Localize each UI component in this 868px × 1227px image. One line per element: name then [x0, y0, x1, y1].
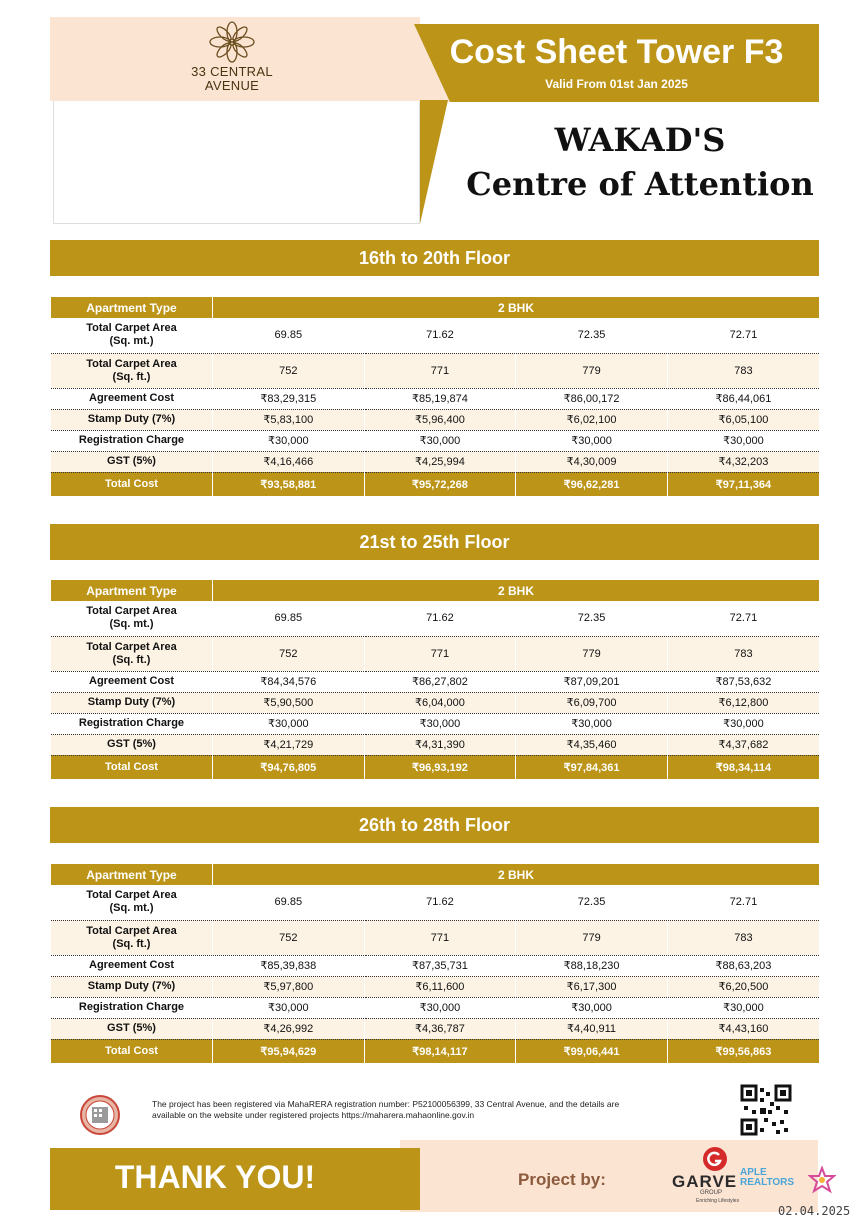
brand-logo-text [186, 65, 278, 93]
apartment-type-value: 2 BHK [213, 864, 820, 885]
table-cell: ₹30,000 [364, 713, 516, 734]
table-cell: ₹5,90,500 [213, 692, 365, 713]
table-cell: ₹5,83,100 [213, 409, 365, 430]
carpet-area-sqft-row [51, 636, 820, 671]
row-label-line-1: Total Carpet Area [86, 322, 177, 335]
table-cell: ₹30,000 [364, 430, 516, 451]
table-cell: 752 [213, 920, 365, 955]
table-cell: ₹93,58,881 [213, 472, 365, 496]
row-label: Stamp Duty (7%) [51, 976, 213, 997]
row-label-line-2: (Sq. ft.) [112, 937, 151, 950]
registration-charge-row [51, 430, 820, 451]
table-cell: ₹86,00,172 [516, 388, 668, 409]
row-label [51, 885, 213, 920]
table-cell: ₹6,11,600 [364, 976, 516, 997]
stamp-duty-row [51, 976, 820, 997]
table-cell: ₹99,06,441 [516, 1039, 668, 1063]
table-cell: ₹4,40,911 [516, 1018, 668, 1039]
table-cell: ₹30,000 [516, 713, 668, 734]
lotus-logo-icon [208, 20, 256, 64]
garve-brand-text: GARVE [672, 1172, 738, 1191]
table-cell: ₹86,44,061 [667, 388, 819, 409]
table-cell: ₹4,32,203 [667, 451, 819, 472]
table-cell: ₹4,36,787 [364, 1018, 516, 1039]
gst-row [51, 451, 820, 472]
row-label: Total Cost [51, 472, 213, 496]
table-cell: ₹6,05,100 [667, 409, 819, 430]
table-cell: ₹95,94,629 [213, 1039, 365, 1063]
apartment-type-row [51, 864, 820, 885]
table-cell: ₹84,34,576 [213, 671, 365, 692]
total-cost-row [51, 755, 820, 779]
floor-banner: 26th to 28th Floor [50, 807, 819, 843]
table-cell: ₹6,04,000 [364, 692, 516, 713]
table-cell: ₹97,11,364 [667, 472, 819, 496]
apartment-type-label: Apartment Type [51, 864, 213, 885]
registration-charge-row [51, 997, 820, 1018]
table-cell: ₹99,56,863 [667, 1039, 819, 1063]
row-label: Registration Charge [51, 713, 213, 734]
table-cell: ₹30,000 [213, 430, 365, 451]
row-label [51, 353, 213, 388]
agreement-cost-row [51, 955, 820, 976]
carpet-area-sqft-row [51, 353, 820, 388]
maple-realtors-text [740, 1168, 794, 1188]
table-cell: ₹6,12,800 [667, 692, 819, 713]
floor-banner: 16th to 20th Floor [50, 240, 819, 276]
table-cell: ₹5,97,800 [213, 976, 365, 997]
garve-tagline: Enriching Lifestyles [696, 1198, 740, 1204]
row-label-line-1: Total Carpet Area [86, 889, 177, 902]
row-label: Stamp Duty (7%) [51, 692, 213, 713]
apartment-type-label: Apartment Type [51, 580, 213, 601]
rera-line-1: The project has been registered via MahaRERA registration number: P52100056399, 33 Central Avenue, and the details are [152, 1099, 620, 1109]
table-cell: ₹4,43,160 [667, 1018, 819, 1039]
row-label: GST (5%) [51, 451, 213, 472]
table-cell: ₹30,000 [213, 997, 365, 1018]
carpet-area-sqft-row [51, 920, 820, 955]
row-label: Registration Charge [51, 997, 213, 1018]
apartment-type-label: Apartment Type [51, 297, 213, 318]
project-by-label: Project by: [518, 1170, 606, 1189]
headline [460, 118, 820, 206]
table-cell: 783 [667, 920, 819, 955]
table-cell: 72.35 [516, 885, 668, 920]
table-cell: ₹83,29,315 [213, 388, 365, 409]
table-cell: ₹98,34,114 [667, 755, 819, 779]
apartment-type-row [51, 580, 820, 601]
table-cell: ₹87,09,201 [516, 671, 668, 692]
table-cell: 771 [364, 636, 516, 671]
row-label [51, 920, 213, 955]
table-cell: ₹4,37,682 [667, 734, 819, 755]
qr-code-icon [740, 1084, 792, 1136]
cost-table [50, 864, 819, 1063]
table-cell: 69.85 [213, 601, 365, 636]
total-cost-row [51, 1039, 820, 1063]
table-cell: 779 [516, 636, 668, 671]
rera-notice [152, 1099, 702, 1121]
row-label-line-1: Total Carpet Area [86, 357, 177, 370]
table-cell: ₹6,02,100 [516, 409, 668, 430]
table-cell: ₹6,17,300 [516, 976, 668, 997]
thank-you-text: THANK YOU! [114, 1159, 316, 1195]
table-cell: ₹96,93,192 [364, 755, 516, 779]
row-label: Total Cost [51, 1039, 213, 1063]
table-cell: 779 [516, 920, 668, 955]
maple-line-1: APLE [740, 1167, 767, 1178]
agreement-cost-row [51, 388, 820, 409]
table-cell: 783 [667, 353, 819, 388]
table-cell: ₹4,35,460 [516, 734, 668, 755]
gst-row [51, 734, 820, 755]
row-label-line-2: (Sq. ft.) [112, 370, 151, 383]
carpet-area-sqmt-row [51, 885, 820, 920]
total-cost-row [51, 472, 820, 496]
table-cell: 72.35 [516, 601, 668, 636]
table-cell: ₹30,000 [667, 713, 819, 734]
table-cell: ₹94,76,805 [213, 755, 365, 779]
valid-from-text: Valid From 01st Jan 2025 [545, 77, 688, 91]
registration-charge-row [51, 713, 820, 734]
table-cell: ₹88,18,230 [516, 955, 668, 976]
table-cell: ₹4,26,992 [213, 1018, 365, 1039]
table-cell: 72.71 [667, 601, 819, 636]
row-label: GST (5%) [51, 734, 213, 755]
table-cell: ₹6,09,700 [516, 692, 668, 713]
table-cell: 771 [364, 920, 516, 955]
table-cell: 783 [667, 636, 819, 671]
row-label: Agreement Cost [51, 671, 213, 692]
table-cell: ₹30,000 [667, 997, 819, 1018]
headline-line-1: WAKAD'S [554, 121, 726, 159]
agreement-cost-row [51, 671, 820, 692]
row-label-line-1: Total Carpet Area [86, 640, 177, 653]
row-label: Agreement Cost [51, 955, 213, 976]
headline-line-2: Centre of Attention [466, 165, 814, 203]
row-label-line-1: Total Carpet Area [86, 924, 177, 937]
table-cell: ₹98,14,117 [364, 1039, 516, 1063]
table-cell: ₹6,20,500 [667, 976, 819, 997]
row-label [51, 636, 213, 671]
table-cell: 71.62 [364, 318, 516, 353]
thank-you-bar-notch [380, 1148, 422, 1210]
row-label-line-2: (Sq. mt.) [109, 618, 154, 631]
row-label-line-1: Total Carpet Area [86, 605, 177, 618]
table-cell: 72.35 [516, 318, 668, 353]
gst-row [51, 1018, 820, 1039]
table-cell: ₹4,21,729 [213, 734, 365, 755]
row-label: Total Cost [51, 755, 213, 779]
table-cell: ₹85,39,838 [213, 955, 365, 976]
table-cell: 779 [516, 353, 668, 388]
table-cell: 771 [364, 353, 516, 388]
table-cell: 72.71 [667, 318, 819, 353]
row-label [51, 318, 213, 353]
gold-diagonal-accent [418, 100, 448, 224]
table-cell: ₹30,000 [213, 713, 365, 734]
row-label: Agreement Cost [51, 388, 213, 409]
maharera-seal-icon [80, 1095, 120, 1135]
rera-line-2: available on the website under registered projects https://maharera.mahaonline.gov.in [152, 1110, 475, 1120]
maple-line-2: REALTORS [740, 1177, 795, 1188]
table-cell: 752 [213, 353, 365, 388]
cost-table [50, 580, 819, 779]
brand-line-2: AVENUE [204, 78, 260, 93]
table-cell: ₹30,000 [667, 430, 819, 451]
table-cell: ₹85,19,874 [364, 388, 516, 409]
row-label: GST (5%) [51, 1018, 213, 1039]
table-cell: ₹95,72,268 [364, 472, 516, 496]
star-logo-icon [808, 1166, 836, 1194]
table-cell: ₹86,27,802 [364, 671, 516, 692]
row-label-line-2: (Sq. mt.) [109, 335, 154, 348]
table-cell: ₹87,53,632 [667, 671, 819, 692]
table-cell: ₹4,30,009 [516, 451, 668, 472]
page-title: Cost Sheet Tower F3 [449, 33, 784, 71]
carpet-area-sqmt-row [51, 318, 820, 353]
stamp-duty-row [51, 409, 820, 430]
cost-table [50, 297, 819, 496]
stamp-duty-row [51, 692, 820, 713]
row-label: Registration Charge [51, 430, 213, 451]
row-label [51, 601, 213, 636]
garve-group-text: GROUP [700, 1190, 723, 1196]
date-stamp: 02.04.2025 [778, 1204, 851, 1218]
table-cell: 72.71 [667, 885, 819, 920]
table-cell: ₹5,96,400 [364, 409, 516, 430]
row-label: Stamp Duty (7%) [51, 409, 213, 430]
apartment-type-row [51, 297, 820, 318]
table-cell: ₹4,31,390 [364, 734, 516, 755]
brand-line-1: 33 CENTRAL [191, 64, 273, 79]
table-cell: ₹30,000 [516, 997, 668, 1018]
table-cell: ₹88,63,203 [667, 955, 819, 976]
table-cell: ₹30,000 [516, 430, 668, 451]
carpet-area-sqmt-row [51, 601, 820, 636]
table-cell: 752 [213, 636, 365, 671]
garve-logo-icon [702, 1146, 728, 1172]
table-cell: ₹4,25,994 [364, 451, 516, 472]
table-cell: ₹30,000 [364, 997, 516, 1018]
table-cell: ₹4,16,466 [213, 451, 365, 472]
table-cell: 69.85 [213, 885, 365, 920]
table-cell: ₹97,84,361 [516, 755, 668, 779]
row-label-line-2: (Sq. ft.) [112, 653, 151, 666]
apartment-type-value: 2 BHK [213, 297, 820, 318]
table-cell: 71.62 [364, 601, 516, 636]
row-label-line-2: (Sq. mt.) [109, 902, 154, 915]
table-cell: 71.62 [364, 885, 516, 920]
apartment-type-value: 2 BHK [213, 580, 820, 601]
image-placeholder-box [53, 101, 420, 224]
table-cell: 69.85 [213, 318, 365, 353]
table-cell: ₹96,62,281 [516, 472, 668, 496]
table-cell: ₹87,35,731 [364, 955, 516, 976]
floor-banner: 21st to 25th Floor [50, 524, 819, 560]
